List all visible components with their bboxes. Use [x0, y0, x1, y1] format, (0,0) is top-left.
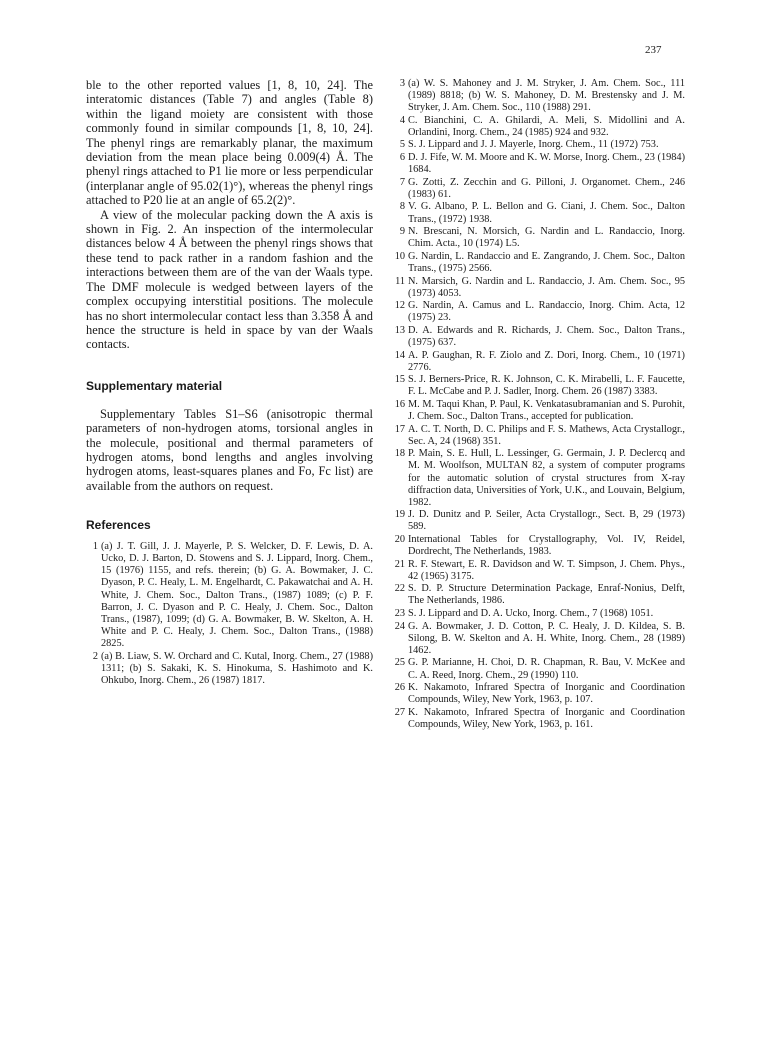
reference-text: (a) B. Liaw, S. W. Orchard and C. Kutal, Inorg. Chem., 27 (1988) 1311; (b) S. Sakaki, K. S. Hinokuma, S. Hashimoto and K. Ohkubo, Inorg. Chem., 26 (1987) 1817.	[101, 650, 373, 686]
reference-number: 3	[399, 78, 405, 89]
reference-number: 26	[394, 682, 405, 694]
reference-text: V. G. Albano, P. L. Bellon and G. Ciani, J. Chem. Soc., Dalton Trans., (1972) 1938.	[408, 201, 685, 225]
reference-item	[393, 424, 685, 448]
reference-text: G. Nardin, L. Randaccio and E. Zangrando, J. Chem. Soc., Dalton Trans., (1975) 2566.	[408, 250, 685, 274]
reference-number: 7	[399, 176, 405, 188]
reference-item	[393, 682, 685, 706]
reference-item	[393, 152, 685, 176]
reference-item	[393, 177, 685, 201]
reference-item	[393, 559, 685, 583]
reference-item	[393, 78, 685, 114]
reference-item	[393, 583, 685, 607]
reference-item	[393, 350, 685, 374]
reference-item	[393, 657, 685, 681]
reference-text: (a) J. T. Gill, J. J. Mayerle, P. S. Welcker, D. F. Lewis, D. A. Ucko, D. J. Barton, D. Stowens and S. J. Lippard, Inorg. Chem., 15 (1976) 1155, and refs. therein; (b) G. A. Bowmaker, J. C. Dyason, P. C. Healy, L. M. Engelhardt, C. Pakawatchai and A. H. White, J. Chem. Soc., Dalton Trans., (1987) 1089; (c) P. F. Barron, J. C. Dyason and P. C. Healy, J. Chem. Soc., Dalton Trans., (1987), 1099; (d) G. A. Bowmaker, B. W. Skelton, A. H. White and P. C. Healy, J. Chem. Soc., Dalton Trans., (1988) 2825.	[101, 541, 373, 649]
reference-item	[393, 608, 685, 620]
reference-number: 16	[394, 398, 405, 410]
reference-number: 22	[394, 583, 405, 595]
reference-number: 10	[394, 250, 405, 262]
reference-text: D. A. Edwards and R. Richards, J. Chem. Soc., Dalton Trans., (1975) 637.	[408, 324, 685, 348]
reference-number: 13	[394, 324, 405, 336]
reference-number: 15	[394, 374, 405, 386]
reference-text: M. M. Taqui Khan, P. Paul, K. Venkatasubramanian and S. Purohit, J. Chem. Soc., Dalton Trans., accepted for publication.	[408, 398, 685, 423]
reference-item	[393, 707, 685, 731]
reference-number: 14	[394, 349, 405, 361]
reference-item	[393, 448, 685, 508]
reference-text: C. Bianchini, C. A. Ghilardi, A. Meli, S. Midollini and A. Orlandini, Inorg. Chem., 24 (1985) 924 and 932.	[408, 114, 685, 138]
reference-number: 1	[92, 541, 98, 553]
reference-number: 18	[394, 448, 405, 460]
reference-item	[393, 201, 685, 225]
left-column	[86, 78, 373, 687]
reference-text: (a) W. S. Mahoney and J. M. Stryker, J. Am. Chem. Soc., 111 (1989) 8818; (b) W. S. Mahoney, D. M. Brestensky and J. M. Stryker, J. Am. Chem. Soc., 110 (1988) 291.	[408, 78, 685, 114]
reference-text: N. Marsich, G. Nardin and L. Randaccio, J. Am. Chem. Soc., 95 (1973) 4053.	[408, 275, 685, 299]
reference-number: 9	[399, 226, 405, 238]
reference-item	[393, 139, 685, 151]
page-number: 237	[645, 44, 662, 56]
reference-text: K. Nakamoto, Infrared Spectra of Inorganic and Coordination Compounds, Wiley, New York, 1963, p. 107.	[408, 682, 685, 706]
reference-list-left	[86, 541, 373, 687]
reference-text: G. Nardin, A. Camus and L. Randaccio, Inorg. Chim. Acta, 12 (1975) 23.	[408, 300, 685, 324]
references-heading: References	[86, 518, 151, 533]
reference-text: A. C. T. North, D. C. Philips and F. S. Mathews, Acta Crystallogr., Sec. A, 24 (1968) 351.	[408, 423, 685, 447]
reference-number: 8	[399, 201, 405, 213]
reference-number: 24	[394, 620, 405, 632]
reference-number: 12	[394, 300, 405, 312]
reference-item	[393, 534, 685, 558]
reference-item	[393, 621, 685, 657]
reference-number: 17	[394, 423, 405, 435]
reference-text: International Tables for Crystallography, Vol. IV, Reidel, Dordrecht, The Netherlands, 1983.	[408, 533, 685, 558]
reference-number: 25	[394, 657, 405, 669]
reference-item	[393, 276, 685, 300]
reference-text: S. J. Berners-Price, R. K. Johnson, C. K. Mirabelli, L. F. Faucette, F. L. McCabe and P. J. Sadler, Inorg. Chem. 26 (1987) 3383.	[408, 374, 685, 398]
reference-text: A. P. Gaughan, R. F. Ziolo and Z. Dori, Inorg. Chem., 10 (1971) 2776.	[408, 349, 685, 373]
reference-number: 27	[394, 706, 405, 718]
reference-item	[393, 374, 685, 398]
reference-text: P. Main, S. E. Hull, L. Lessinger, G. Germain, J. P. Declercq and M. M. Woolfson, MULTAN 82, a system of computer programs for the automatic solution of crystal structures from X-ray diffraction data, Universities of York, U.K., and Louvain, Belgium, 1982.	[408, 448, 685, 508]
reference-item	[393, 300, 685, 324]
reference-text: K. Nakamoto, Infrared Spectra of Inorganic and Coordination Compounds, Wiley, New York, 1963, p. 161.	[408, 706, 685, 730]
supplementary-heading: Supplementary material	[86, 378, 223, 393]
reference-item	[393, 226, 685, 250]
reference-number: 23	[394, 608, 405, 620]
reference-number: 5	[399, 139, 405, 151]
reference-number: 2	[92, 650, 98, 662]
reference-text: S. D. P. Structure Determination Package, Enraf-Nonius, Delft, The Netherlands, 1986.	[408, 583, 685, 607]
reference-number: 4	[399, 114, 405, 126]
reference-text: N. Brescani, N. Morsich, G. Nardin and L. Randaccio, Inorg. Chim. Acta., 10 (1974) L5.	[408, 226, 685, 250]
reference-list-right	[393, 78, 685, 731]
supplementary-paragraph: Supplementary Tables S1–S6 (anisotropic thermal parameters of non-hydrogen atoms, torsional angles in the molecule, positional and thermal parameters of hydrogen atoms, bond lengths and angles involving hydrogen atoms, least-squares planes and Fo, Fc list) are available from the authors on request.	[86, 406, 373, 493]
reference-text: G. Zotti, Z. Zecchin and G. Pilloni, J. Organomet. Chem., 246 (1983) 61.	[408, 176, 685, 200]
reference-text: J. D. Dunitz and P. Seiler, Acta Crystallogr., Sect. B, 29 (1973) 589.	[408, 509, 685, 533]
reference-number: 6	[399, 152, 405, 164]
reference-item	[393, 115, 685, 139]
body-paragraph: ble to the other reported values [1, 8, 10, 24]. The interatomic distances (Table 7) and angles (Table 8) within the ligand moiety are consistent with those commonly found in similar compounds [1, 8, 10, 24]. The phenyl rings are remarkably planar, the maximum deviation from the mean place being 0.009(4) Å. The phenyl rings attached to P1 lie more or less perpendicular (interplanar angle of 95.02(1)°), whereas the phenyl rings attached to P20 lie at an angle of 65.2(2)°.	[86, 78, 373, 208]
reference-number: 11	[395, 275, 405, 287]
reference-item	[393, 251, 685, 275]
reference-text: G. P. Marianne, H. Choi, D. R. Chapman, R. Bau, V. McKee and C. A. Reed, Inorg. Chem., 29 (1990) 110.	[408, 657, 685, 681]
reference-number: 19	[394, 509, 405, 521]
body-paragraph: A view of the molecular packing down the A axis is shown in Fig. 2. An inspection of the intermolecular distances below 4 Å between the phenyl rings shows that these tend to pack rather in a random fashion and the interactions between them are of the van der Waals type. The DMF molecule is wedged between layers of the complex occupying interstitial positions. The molecule has no short intermolecular contact less than 3.358 Å and hence the structure is held in space by van der Waals contacts.	[86, 207, 373, 352]
reference-text: D. J. Fife, W. M. Moore and K. W. Morse, Inorg. Chem., 23 (1984) 1684.	[408, 152, 685, 176]
reference-text: S. J. Lippard and J. J. Mayerle, Inorg. Chem., 11 (1972) 753.	[408, 139, 659, 151]
reference-number: 21	[394, 558, 405, 570]
reference-item	[393, 325, 685, 349]
right-column	[393, 78, 685, 731]
reference-item	[86, 651, 373, 687]
reference-text: G. A. Bowmaker, J. D. Cotton, P. C. Healy, J. D. Kildea, S. B. Silong, B. W. Skelton and A. H. White, Inorg. Chem., 28 (1989) 1462.	[408, 620, 685, 656]
reference-item	[393, 399, 685, 423]
reference-number: 20	[394, 533, 405, 545]
reference-item	[393, 509, 685, 533]
reference-item	[86, 541, 373, 650]
reference-text: S. J. Lippard and D. A. Ucko, Inorg. Chem., 7 (1968) 1051.	[408, 608, 654, 620]
reference-text: R. F. Stewart, E. R. Davidson and W. T. Simpson, J. Chem. Phys., 42 (1965) 3175.	[408, 558, 685, 582]
